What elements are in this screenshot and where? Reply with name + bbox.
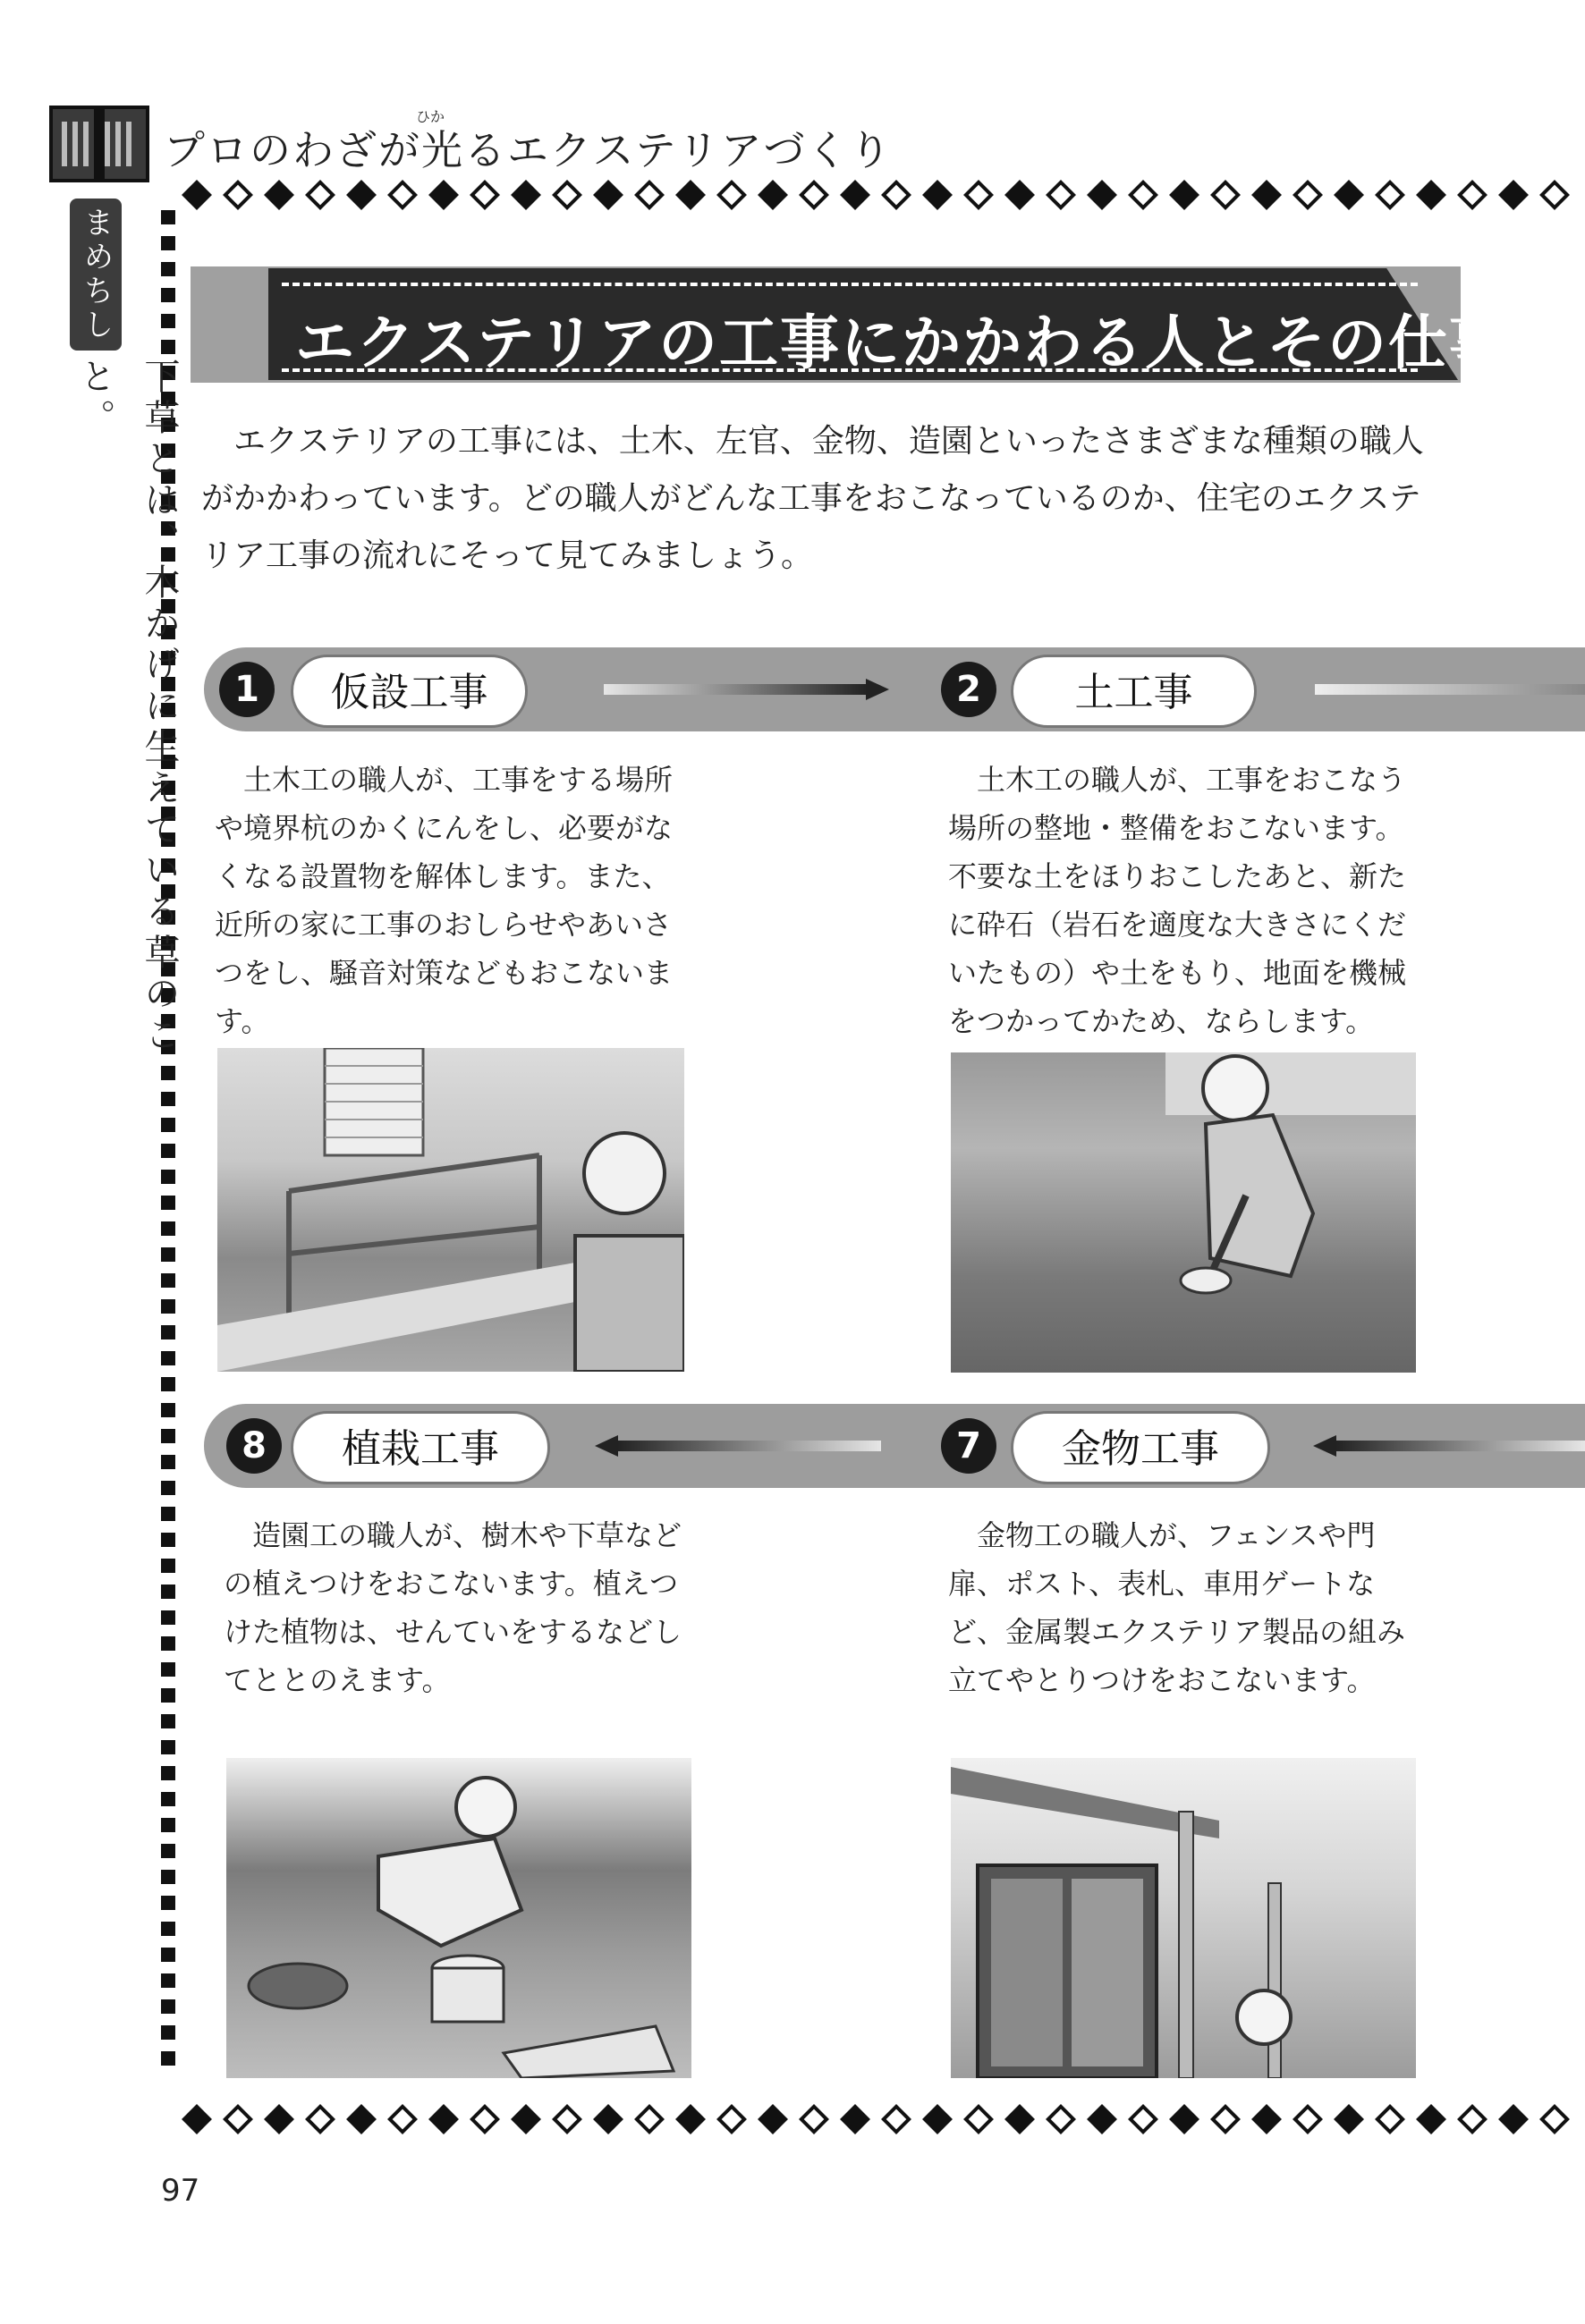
diamond-ornament: [1251, 2104, 1282, 2134]
diamond-ornament: [799, 180, 829, 210]
diamond-ornament: [182, 180, 212, 210]
diamond-ornament: [387, 2104, 418, 2134]
step-2-photo: [951, 1052, 1416, 1373]
diamond-ornament: [1169, 2104, 1199, 2134]
step-1-number: 1: [219, 662, 275, 717]
diamond-ornament: [675, 2104, 706, 2134]
border-dash: [161, 1740, 175, 1754]
border-dash: [161, 1636, 175, 1651]
border-dash: [161, 262, 175, 276]
bottom-diamond-border: [179, 2103, 1585, 2139]
border-dash: [161, 314, 175, 328]
border-dash: [161, 1247, 175, 1262]
step-7-description: [948, 1511, 1413, 1704]
border-dash: [161, 1481, 175, 1495]
diamond-ornament: [1457, 180, 1488, 210]
step-1-arrow-head: [866, 679, 889, 700]
step-1-description-text: 土木工の職人が、工事をする場所や境界杭のかくにんをし、必要がなくなる設置物を解体します。また、近所の家に工事のおしらせやあいさつをし、騒音対策などもおこないます。: [215, 763, 674, 1038]
step-7-illustration: [951, 1758, 1416, 2078]
border-dash: [161, 340, 175, 354]
diamond-ornament: [387, 180, 418, 210]
diamond-ornament: [922, 180, 953, 210]
step-8-title: 植栽工事: [291, 1411, 550, 1484]
step-2-arrow: [1315, 684, 1585, 695]
diamond-ornament: [634, 180, 665, 210]
border-dash: [161, 1662, 175, 1677]
diamond-ornament: [346, 2104, 377, 2134]
border-dash: [161, 1585, 175, 1599]
diamond-ornament: [675, 180, 706, 210]
border-dash: [161, 1844, 175, 1858]
diamond-ornament: [223, 2104, 253, 2134]
diamond-ornament: [1539, 180, 1570, 210]
intro-paragraph: [201, 413, 1445, 585]
border-dash: [161, 1688, 175, 1703]
diamond-ornament: [1046, 180, 1076, 210]
diamond-ornament: [552, 2104, 582, 2134]
diamond-ornament: [1210, 2104, 1241, 2134]
border-dash: [161, 1092, 175, 1106]
page-number: 97: [161, 2173, 200, 2209]
diamond-ornament: [840, 2104, 870, 2134]
border-dash: [161, 1973, 175, 1988]
diamond-ornament: [1498, 2104, 1529, 2134]
diamond-ornament: [593, 2104, 623, 2134]
border-dash: [161, 1533, 175, 1547]
diamond-ornament: [470, 180, 500, 210]
diamond-ornament: [223, 180, 253, 210]
border-dash: [161, 1299, 175, 1314]
border-dash: [161, 236, 175, 250]
diamond-ornament: [716, 180, 747, 210]
border-dash: [161, 1610, 175, 1625]
diamond-ornament: [1004, 2104, 1035, 2134]
border-dash: [161, 1766, 175, 1780]
border-dash: [161, 1273, 175, 1288]
step-2-description-text: 土木工の職人が、工事をおこなう場所の整地・整備をおこないます。不要な土をほりおこしたあと、新たに砕石（岩石を適度な大きさにくだいたもの）や土をもり、地面を機械をつかってかため、ならします。: [948, 763, 1407, 1038]
diamond-ornament: [1210, 180, 1241, 210]
border-dash: [161, 1559, 175, 1573]
border-dash: [161, 1870, 175, 1884]
diamond-ornament: [428, 2104, 459, 2134]
diamond-ornament: [1087, 180, 1117, 210]
step-7-title: 金物工事: [1011, 1411, 1270, 1484]
step-2-number: 2: [941, 662, 996, 717]
diamond-ornament: [264, 180, 294, 210]
diamond-ornament: [470, 2104, 500, 2134]
border-dash: [161, 1999, 175, 2014]
border-dash: [161, 2025, 175, 2040]
diamond-ornament: [1457, 2104, 1488, 2134]
header-title-ruby: ひか: [416, 108, 445, 125]
border-dash: [161, 210, 175, 224]
step-7-arrow-head: [1313, 1435, 1336, 1457]
border-dash: [161, 1507, 175, 1521]
border-dash: [161, 1792, 175, 1806]
sidebar-text: 下草とは、木かげに生えている草のこと。: [74, 358, 180, 1057]
border-dash: [161, 1196, 175, 1210]
diamond-ornament: [593, 180, 623, 210]
border-dash: [161, 1896, 175, 1910]
diamond-ornament: [511, 180, 541, 210]
border-dash: [161, 1818, 175, 1832]
diamond-ornament: [758, 2104, 788, 2134]
diamond-ornament: [1293, 2104, 1323, 2134]
step-2-description: [948, 756, 1413, 1045]
diamond-ornament: [881, 2104, 911, 2134]
border-dash: [161, 1221, 175, 1236]
diamond-ornament: [1375, 180, 1405, 210]
diamond-ornament: [1539, 2104, 1570, 2134]
diamond-ornament: [963, 180, 994, 210]
diamond-ornament: [428, 180, 459, 210]
top-diamond-border: [179, 179, 1585, 215]
border-dash: [161, 288, 175, 302]
diamond-ornament: [1004, 180, 1035, 210]
step-7-number: 7: [941, 1418, 996, 1474]
border-dash: [161, 1429, 175, 1443]
border-dash: [161, 1922, 175, 1936]
diamond-ornament: [1169, 180, 1199, 210]
border-dash: [161, 1403, 175, 1417]
step-7-description-text: 金物工の職人が、フェンスや門扉、ポスト、表札、車用ゲートなど、金属製エクステリア製品の組み立てやとりつけをおこないます。: [948, 1518, 1406, 1697]
sidebar-label: まめちしき: [70, 199, 122, 351]
diamond-ornament: [963, 2104, 994, 2134]
diamond-ornament: [1334, 2104, 1364, 2134]
step-8-description: [224, 1511, 689, 1704]
diamond-ornament: [758, 180, 788, 210]
diamond-ornament: [1416, 2104, 1446, 2134]
step-8-photo: [226, 1758, 691, 2078]
border-dash: [161, 1455, 175, 1469]
diamond-ornament: [1128, 180, 1158, 210]
step-1-description: [215, 756, 680, 1045]
step-2-illustration: [951, 1052, 1416, 1373]
step-1-title: 仮設工事: [291, 655, 528, 728]
section-title: エクステリアの工事にかかわる人とその仕事: [295, 308, 1511, 377]
step-8-number: 8: [226, 1418, 282, 1474]
step-1-illustration: [217, 1048, 684, 1372]
step-1-photo: [217, 1048, 684, 1372]
diamond-ornament: [346, 180, 377, 210]
diamond-ornament: [1046, 2104, 1076, 2134]
diamond-ornament: [182, 2104, 212, 2134]
step-7-arrow: [1335, 1441, 1585, 1451]
diamond-ornament: [511, 2104, 541, 2134]
border-dash: [161, 1351, 175, 1365]
step-8-arrow-head: [595, 1435, 618, 1457]
diamond-ornament: [552, 180, 582, 210]
diamond-ornament: [1334, 180, 1364, 210]
diamond-ornament: [840, 180, 870, 210]
diamond-ornament: [1416, 180, 1446, 210]
border-dash: [161, 1144, 175, 1158]
border-dash: [161, 1170, 175, 1184]
diamond-ornament: [1375, 2104, 1405, 2134]
diamond-ornament: [881, 180, 911, 210]
diamond-ornament: [799, 2104, 829, 2134]
diamond-ornament: [634, 2104, 665, 2134]
diamond-ornament: [305, 180, 335, 210]
intro-text: エクステリアの工事には、土木、左官、金物、造園といったさまざまな種類の職人がかかわっています。どの職人がどんな工事をおこなっているのか、住宅のエクステリア工事の流れにそって見てみましょう。: [201, 423, 1424, 574]
step-1-arrow: [604, 684, 868, 695]
diamond-ornament: [1128, 2104, 1158, 2134]
border-dash: [161, 1714, 175, 1728]
diamond-ornament: [716, 2104, 747, 2134]
step-8-arrow: [617, 1441, 881, 1451]
border-dash: [161, 1377, 175, 1391]
header-logo-icon: [49, 106, 149, 182]
step-8-illustration: [226, 1758, 691, 2078]
step-8-description-text: 造園工の職人が、樹木や下草などの植えつけをおこないます。植えつけた植物は、せんていをするなどしてととのえます。: [224, 1518, 682, 1697]
diamond-ornament: [1293, 180, 1323, 210]
diamond-ornament: [922, 2104, 953, 2134]
diamond-ornament: [1498, 180, 1529, 210]
border-dash: [161, 1325, 175, 1339]
diamond-ornament: [305, 2104, 335, 2134]
step-7-photo: [951, 1758, 1416, 2078]
border-dash: [161, 1118, 175, 1132]
header-title: プロのわざが光るエクステリアづくり: [164, 126, 893, 174]
diamond-ornament: [264, 2104, 294, 2134]
border-dash: [161, 2051, 175, 2066]
diamond-ornament: [1251, 180, 1282, 210]
step-2-title: 土工事: [1011, 655, 1257, 728]
border-dash: [161, 1948, 175, 1962]
diamond-ornament: [1087, 2104, 1117, 2134]
